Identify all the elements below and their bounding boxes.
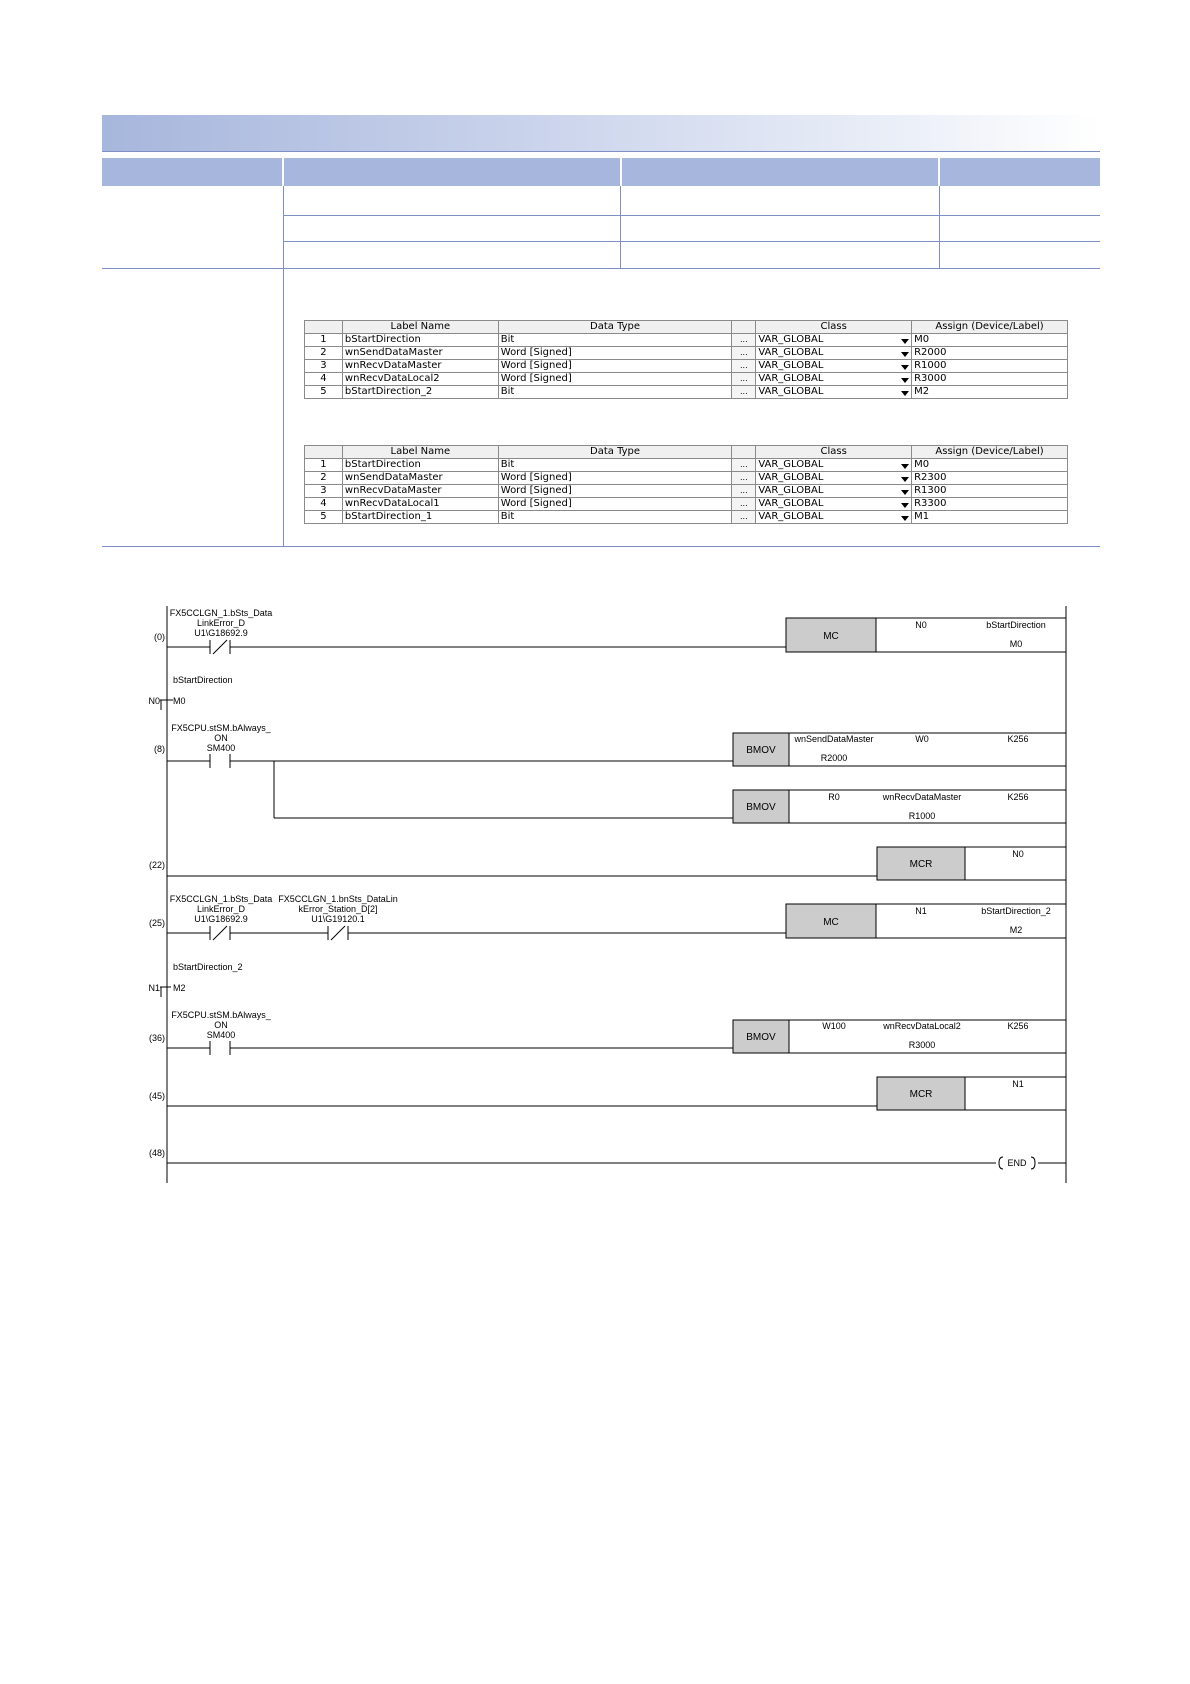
row-number: 3 [305,360,343,373]
operand: wnSendDataMaster [794,734,874,744]
contact-label: LinkError_D [196,618,246,628]
class-cell[interactable] [756,472,912,485]
contact-label: FX5CPU.stSM.bAlways_ [171,1010,271,1020]
bmov-instruction: BMOV [746,802,776,813]
table-row[interactable] [305,459,1068,472]
row-number: 5 [305,386,343,399]
label-name-cell[interactable]: wnRecvDataLocal1 [342,498,498,511]
label-table-header [305,321,1068,334]
assign-cell[interactable]: M1 [912,511,1068,524]
contact-label: U1\G19120.1 [311,914,365,924]
data-type-cell[interactable]: Word [Signed] [498,373,732,386]
bmov-instruction: BMOV [746,1032,776,1043]
operand: bStartDirection [986,620,1046,630]
nesting-n0: N0 [148,696,160,706]
assign-cell[interactable]: R1000 [912,360,1068,373]
dropdown-arrow-icon[interactable] [901,490,909,495]
browse-button[interactable]: ... [732,511,756,524]
assign-cell[interactable]: R1300 [912,485,1068,498]
data-type-cell[interactable]: Word [Signed] [498,360,732,373]
operand-device: R3000 [908,1040,936,1050]
class-value: VAR_GLOBAL [758,485,824,496]
dropdown-arrow-icon[interactable] [901,365,909,370]
dropdown-arrow-icon[interactable] [901,464,909,469]
assign-cell[interactable]: R3000 [912,373,1068,386]
assign-cell[interactable]: M0 [912,334,1068,347]
label-name-cell[interactable]: wnRecvDataLocal2 [342,373,498,386]
assign-cell[interactable]: R2000 [912,347,1068,360]
header-blank [732,446,756,459]
contact-label: ON [214,1020,228,1030]
operand: N0 [915,620,927,630]
operand-device: M0 [1009,639,1023,649]
browse-button[interactable]: ... [732,485,756,498]
dropdown-arrow-icon[interactable] [901,477,909,482]
class-cell[interactable] [756,386,912,399]
class-cell[interactable] [756,360,912,373]
table-row[interactable] [305,360,1068,373]
operand: wnRecvDataMaster [882,792,962,802]
column-header-3 [622,158,938,186]
table-row[interactable] [305,347,1068,360]
row-divider [284,241,1100,242]
operand: N1 [915,906,927,916]
column-header-1 [102,158,282,186]
row-number: 3 [305,485,343,498]
step-number: (8) [154,744,165,754]
operand-device: R2000 [820,753,848,763]
browse-button[interactable]: ... [732,472,756,485]
data-type-cell[interactable]: Word [Signed] [498,472,732,485]
contact-label: U1\G18692.9 [194,914,248,924]
label-name-cell[interactable]: bStartDirection_2 [342,386,498,399]
class-value: VAR_GLOBAL [758,459,824,470]
nesting-n1: N1 [148,983,160,993]
nest-device: M0 [173,696,186,706]
label-name-cell[interactable]: bStartDirection [342,334,498,347]
table-row[interactable] [305,485,1068,498]
dropdown-arrow-icon[interactable] [901,516,909,521]
column-header-4 [940,158,1100,186]
contact-label: kError_Station_D[2] [298,904,378,914]
row-number: 2 [305,472,343,485]
browse-button[interactable]: ... [732,373,756,386]
browse-button[interactable]: ... [732,347,756,360]
step-number: (0) [154,632,165,642]
class-value: VAR_GLOBAL [758,373,824,384]
browse-button[interactable]: ... [732,498,756,511]
row-divider [102,546,1100,547]
nest-label: bStartDirection [173,675,233,685]
data-type-cell[interactable]: Word [Signed] [498,498,732,511]
operand: R0 [828,792,840,802]
class-value: VAR_GLOBAL [758,472,824,483]
operand: N0 [1012,849,1024,859]
header-blank [732,321,756,334]
contact-label: ON [214,733,228,743]
step-number: (45) [148,1091,165,1101]
class-cell[interactable] [756,334,912,347]
row-number: 5 [305,511,343,524]
class-cell[interactable] [756,485,912,498]
contact-label: SM400 [206,743,236,753]
column-header-2 [284,158,620,186]
operand: K256 [1007,1021,1029,1031]
operand: W100 [822,1021,846,1031]
header-assign: Assign (Device/Label) [912,321,1068,334]
browse-button[interactable]: ... [732,386,756,399]
table-row[interactable] [305,511,1068,524]
header-class: Class [756,321,912,334]
step-number: (25) [148,918,165,928]
operand: W0 [915,734,929,744]
mc-instruction: MC [823,917,839,928]
bmov-instruction: BMOV [746,745,776,756]
table-row[interactable] [305,334,1068,347]
step-number: (48) [148,1148,165,1158]
assign-cell[interactable]: M0 [912,459,1068,472]
data-type-cell[interactable]: Bit [498,334,732,347]
class-cell[interactable] [756,498,912,511]
label-table-header [305,446,1068,459]
row-number: 1 [305,459,343,472]
nest-label: bStartDirection_2 [173,962,243,972]
table-row[interactable] [305,472,1068,485]
row-divider [102,268,1100,269]
header-label-name: Label Name [342,321,498,334]
row-number: 2 [305,347,343,360]
mcr-instruction: MCR [909,1089,933,1100]
step-number: (36) [148,1033,165,1043]
class-value: VAR_GLOBAL [758,347,824,358]
data-type-cell[interactable]: Bit [498,386,732,399]
contact-label: FX5CCLGN_1.bnSts_DataLin [278,894,398,904]
table-row[interactable] [305,386,1068,399]
row-number: 4 [305,498,343,511]
data-type-cell[interactable]: Bit [498,459,732,472]
header-label-name: Label Name [342,446,498,459]
class-cell[interactable] [756,347,912,360]
assign-cell[interactable]: M2 [912,386,1068,399]
header-assign: Assign (Device/Label) [912,446,1068,459]
class-value: VAR_GLOBAL [758,360,824,371]
table-row[interactable] [305,373,1068,386]
label-name-cell[interactable]: wnRecvDataMaster [342,360,498,373]
header-class: Class [756,446,912,459]
header-data-type: Data Type [498,446,732,459]
mcr-instruction: MCR [909,859,933,870]
header-data-type: Data Type [498,321,732,334]
row-divider [284,215,1100,216]
contact-label: FX5CPU.stSM.bAlways_ [171,723,271,733]
contact-label: U1\G18692.9 [194,628,248,638]
assign-cell[interactable]: R2300 [912,472,1068,485]
label-name-cell[interactable]: wnSendDataMaster [342,347,498,360]
column-divider [620,186,621,268]
data-type-cell[interactable]: Word [Signed] [498,347,732,360]
operand: N1 [1012,1079,1024,1089]
end-instruction: END [1007,1158,1027,1168]
operand: K256 [1007,734,1029,744]
step-number: (22) [148,860,165,870]
browse-button[interactable]: ... [732,459,756,472]
contact-label: FX5CCLGN_1.bSts_Data [169,894,273,904]
data-type-cell[interactable]: Bit [498,511,732,524]
dropdown-arrow-icon[interactable] [901,339,909,344]
mc-instruction: MC [823,631,839,642]
nest-device: M2 [173,983,186,993]
class-value: VAR_GLOBAL [758,498,824,509]
operand: bStartDirection_2 [981,906,1051,916]
section-title-band [102,115,1100,152]
dropdown-arrow-icon[interactable] [901,391,909,396]
dropdown-arrow-icon[interactable] [901,503,909,508]
dropdown-arrow-icon[interactable] [901,378,909,383]
operand: wnRecvDataLocal2 [883,1021,961,1031]
class-value: VAR_GLOBAL [758,334,824,345]
class-value: VAR_GLOBAL [758,511,824,522]
label-name-cell[interactable]: bStartDirection_1 [342,511,498,524]
browse-button[interactable]: ... [732,360,756,373]
class-cell[interactable] [756,373,912,386]
row-number: 4 [305,373,343,386]
ladder-diagram [0,590,1190,1190]
dropdown-arrow-icon[interactable] [901,352,909,357]
row-number: 1 [305,334,343,347]
class-value: VAR_GLOBAL [758,386,824,397]
class-cell[interactable] [756,459,912,472]
assign-cell[interactable]: R3300 [912,498,1068,511]
label-name-cell[interactable]: bStartDirection [342,459,498,472]
contact-label: FX5CCLGN_1.bSts_Data [169,608,273,618]
label-table-1 [304,320,1068,399]
label-name-cell[interactable]: wnSendDataMaster [342,472,498,485]
operand: K256 [1007,792,1029,802]
operand-device: M2 [1009,925,1023,935]
column-divider [283,186,284,546]
data-type-cell[interactable]: Word [Signed] [498,485,732,498]
label-table-2 [304,445,1068,524]
table-row[interactable] [305,498,1068,511]
label-name-cell[interactable]: wnRecvDataMaster [342,485,498,498]
contact-label: LinkError_D [196,904,246,914]
contact-label: SM400 [206,1030,236,1040]
column-divider [939,186,940,268]
operand-device: R1000 [908,811,936,821]
browse-button[interactable]: ... [732,334,756,347]
class-cell[interactable] [756,511,912,524]
